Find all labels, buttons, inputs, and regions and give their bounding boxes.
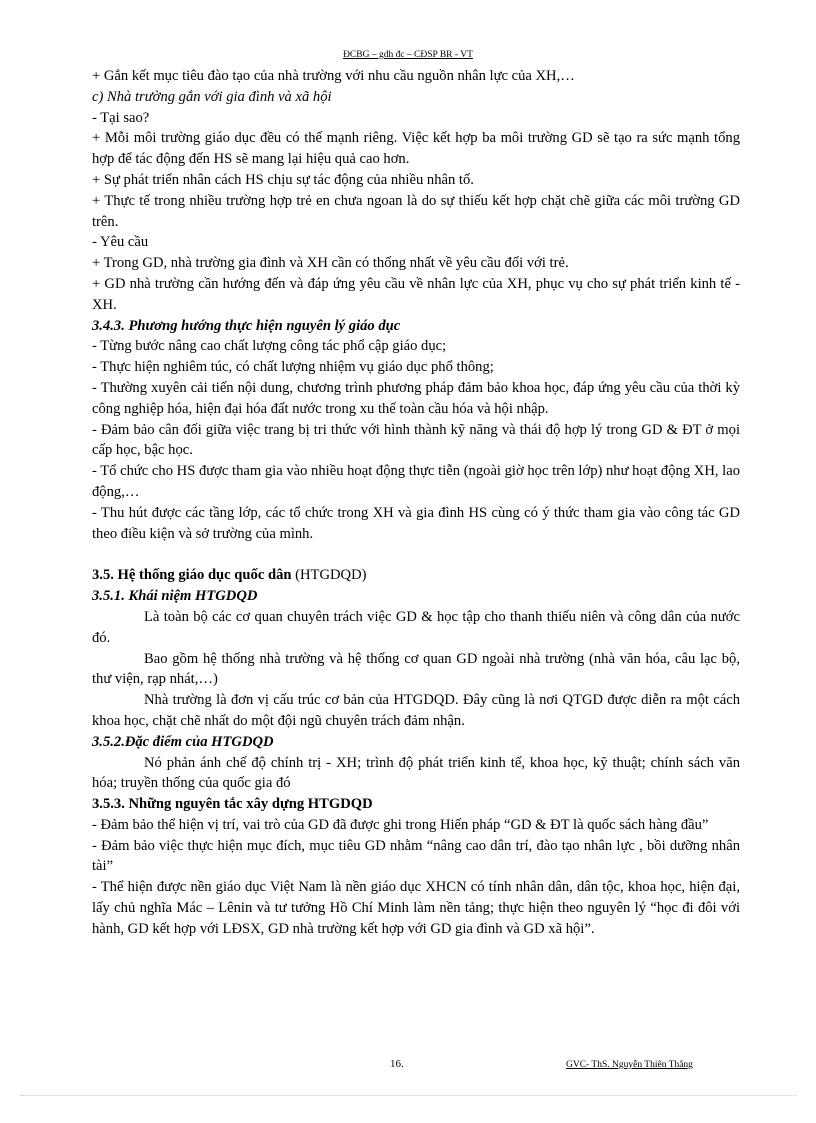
paragraph: Nhà trường là đơn vị cấu trúc cơ bản của HTGDQD. Đây cũng là nơi QTGD được diễn ra một cách khoa học, chặt chẽ nhất do một đội ngũ chuyên trách đảm nhận. [92, 692, 740, 729]
spacer [92, 544, 740, 565]
paragraph: + Sự phát triển nhân cách HS chịu sự tác động của nhiều nhân tố. [92, 171, 474, 188]
subheading: c) Nhà trường gắn với gia đình và xã hội [92, 88, 332, 105]
paragraph: Bao gồm hệ thống nhà trường và hệ thống cơ quan GD ngoài nhà trường (nhà văn hóa, câu lạc bộ, thư viện, rạp nhát,…) [92, 650, 740, 688]
section-heading-3-5-abbr: (HTGDQD) [291, 567, 367, 584]
section-heading-3-5-1: 3.5.1. Khái niệm HTGDQD [92, 588, 258, 605]
page-number: 16. [390, 1058, 404, 1070]
paragraph: + Gắn kết mục tiêu đào tạo của nhà trường với nhu cầu nguồn nhân lực của XH,… [92, 68, 575, 84]
paragraph: + Mỗi môi trường giáo dục đều có thế mạnh riêng. Việc kết hợp ba môi trường GD sẽ tạo ra sức mạnh tổng hợp để tác động đến HS sẽ mang lại hiệu quả cao hơn. [92, 130, 740, 168]
paragraph: - Thường xuyên cải tiến nội dung, chương trình phương pháp đảm bảo khoa học, đáp ứng yêu cầu của thời kỳ công nghiệp hóa, hiện đại hóa đất nước trong xu thế toàn cầu hóa và hội nhập. [92, 379, 740, 417]
section-heading-3-5 [92, 565, 740, 586]
paragraph: + Thực tế trong nhiều trường hợp trẻ en chưa ngoan là do sự thiếu kết hợp chặt chẽ giữa các môi trường GD trên. [92, 192, 740, 230]
document-body [92, 66, 740, 940]
section-heading-3-5-2: 3.5.2.Đặc điểm của HTGDQD [92, 733, 274, 750]
paragraph: + Trong GD, nhà trường gia đình và XH cần có thống nhất về yêu cầu đối với trẻ. [92, 255, 569, 272]
paragraph: - Thể hiện được nền giáo dục Việt Nam là nền giáo dục XHCN có tính nhân dân, dân tộc, khoa học, hiện đại, lấy chủ nghĩa Mác – Lênin và tư tưởng Hồ Chí Minh làm nền tảng; thực hiện theo nguyên lý “học đi đôi với hành, GD kết hợp với LĐSX, GD nhà trường kết hợp với GD gia đình và GD xã hội”. [92, 879, 740, 937]
paragraph: - Thực hiện nghiêm túc, có chất lượng nhiệm vụ giáo dục phổ thông; [92, 359, 494, 376]
paragraph: - Đảm bảo thể hiện vị trí, vai trò của GD đã được ghi trong Hiến pháp “GD & ĐT là quốc sách hàng đầu” [92, 816, 709, 833]
paragraph: - Tại sao? [92, 109, 150, 126]
paragraph: - Yêu cầu [92, 234, 149, 251]
paragraph: - Đảm bảo việc thực hiện mục đích, mục tiêu GD nhằm “nâng cao dân trí, đào tạo nhân lực , bồi dưỡng nhân tài” [92, 837, 740, 875]
page-boundary-divider [20, 1095, 796, 1096]
section-heading-3-5-3: 3.5.3. Những nguyên tắc xây dựng HTGDQD [92, 796, 373, 813]
paragraph: Là toàn bộ các cơ quan chuyên trách việc GD & học tập cho thanh thiếu niên và công dân của nước đó. [92, 608, 740, 646]
footer-author: GVC- ThS. Nguyễn Thiên Thắng [566, 1060, 693, 1070]
paragraph: Nó phản ánh chế độ chính trị - XH; trình độ phát triển kinh tế, khoa học, kỹ thuật; chính sách văn hóa; truyền thống của quốc gia đó [92, 754, 740, 792]
paragraph: - Từng bước nâng cao chất lượng công tác phổ cập giáo dục; [92, 338, 447, 355]
section-heading-3-5-title: 3.5. Hệ thống giáo dục quốc dân [92, 567, 292, 584]
paragraph: - Tổ chức cho HS được tham gia vào nhiều hoạt động thực tiễn (ngoài giờ học trên lớp) như hoạt động XH, lao động,… [92, 463, 740, 500]
paragraph: - Thu hút được các tầng lớp, các tổ chức trong XH và gia đình HS cùng có ý thức tham gia vào công tác GD theo điều kiện và sở trường của mình. [92, 504, 740, 542]
page-footer [0, 1058, 816, 1074]
paragraph: - Đảm bảo cân đối giữa việc trang bị tri thức với hình thành kỹ năng và thái độ hợp lý trong GD & ĐT ở mọi cấp học, bậc học. [92, 421, 740, 459]
page-header: ĐCBG – gdh đc – CĐSP BR - VT [343, 50, 473, 60]
section-heading-3-4-3: 3.4.3. Phương hướng thực hiện nguyên lý giáo dục [92, 317, 401, 334]
paragraph: + GD nhà trường cần hướng đến và đáp ứng yêu cầu về nhân lực của XH, phục vụ cho sự phát triển kinh tế - XH. [92, 275, 740, 313]
